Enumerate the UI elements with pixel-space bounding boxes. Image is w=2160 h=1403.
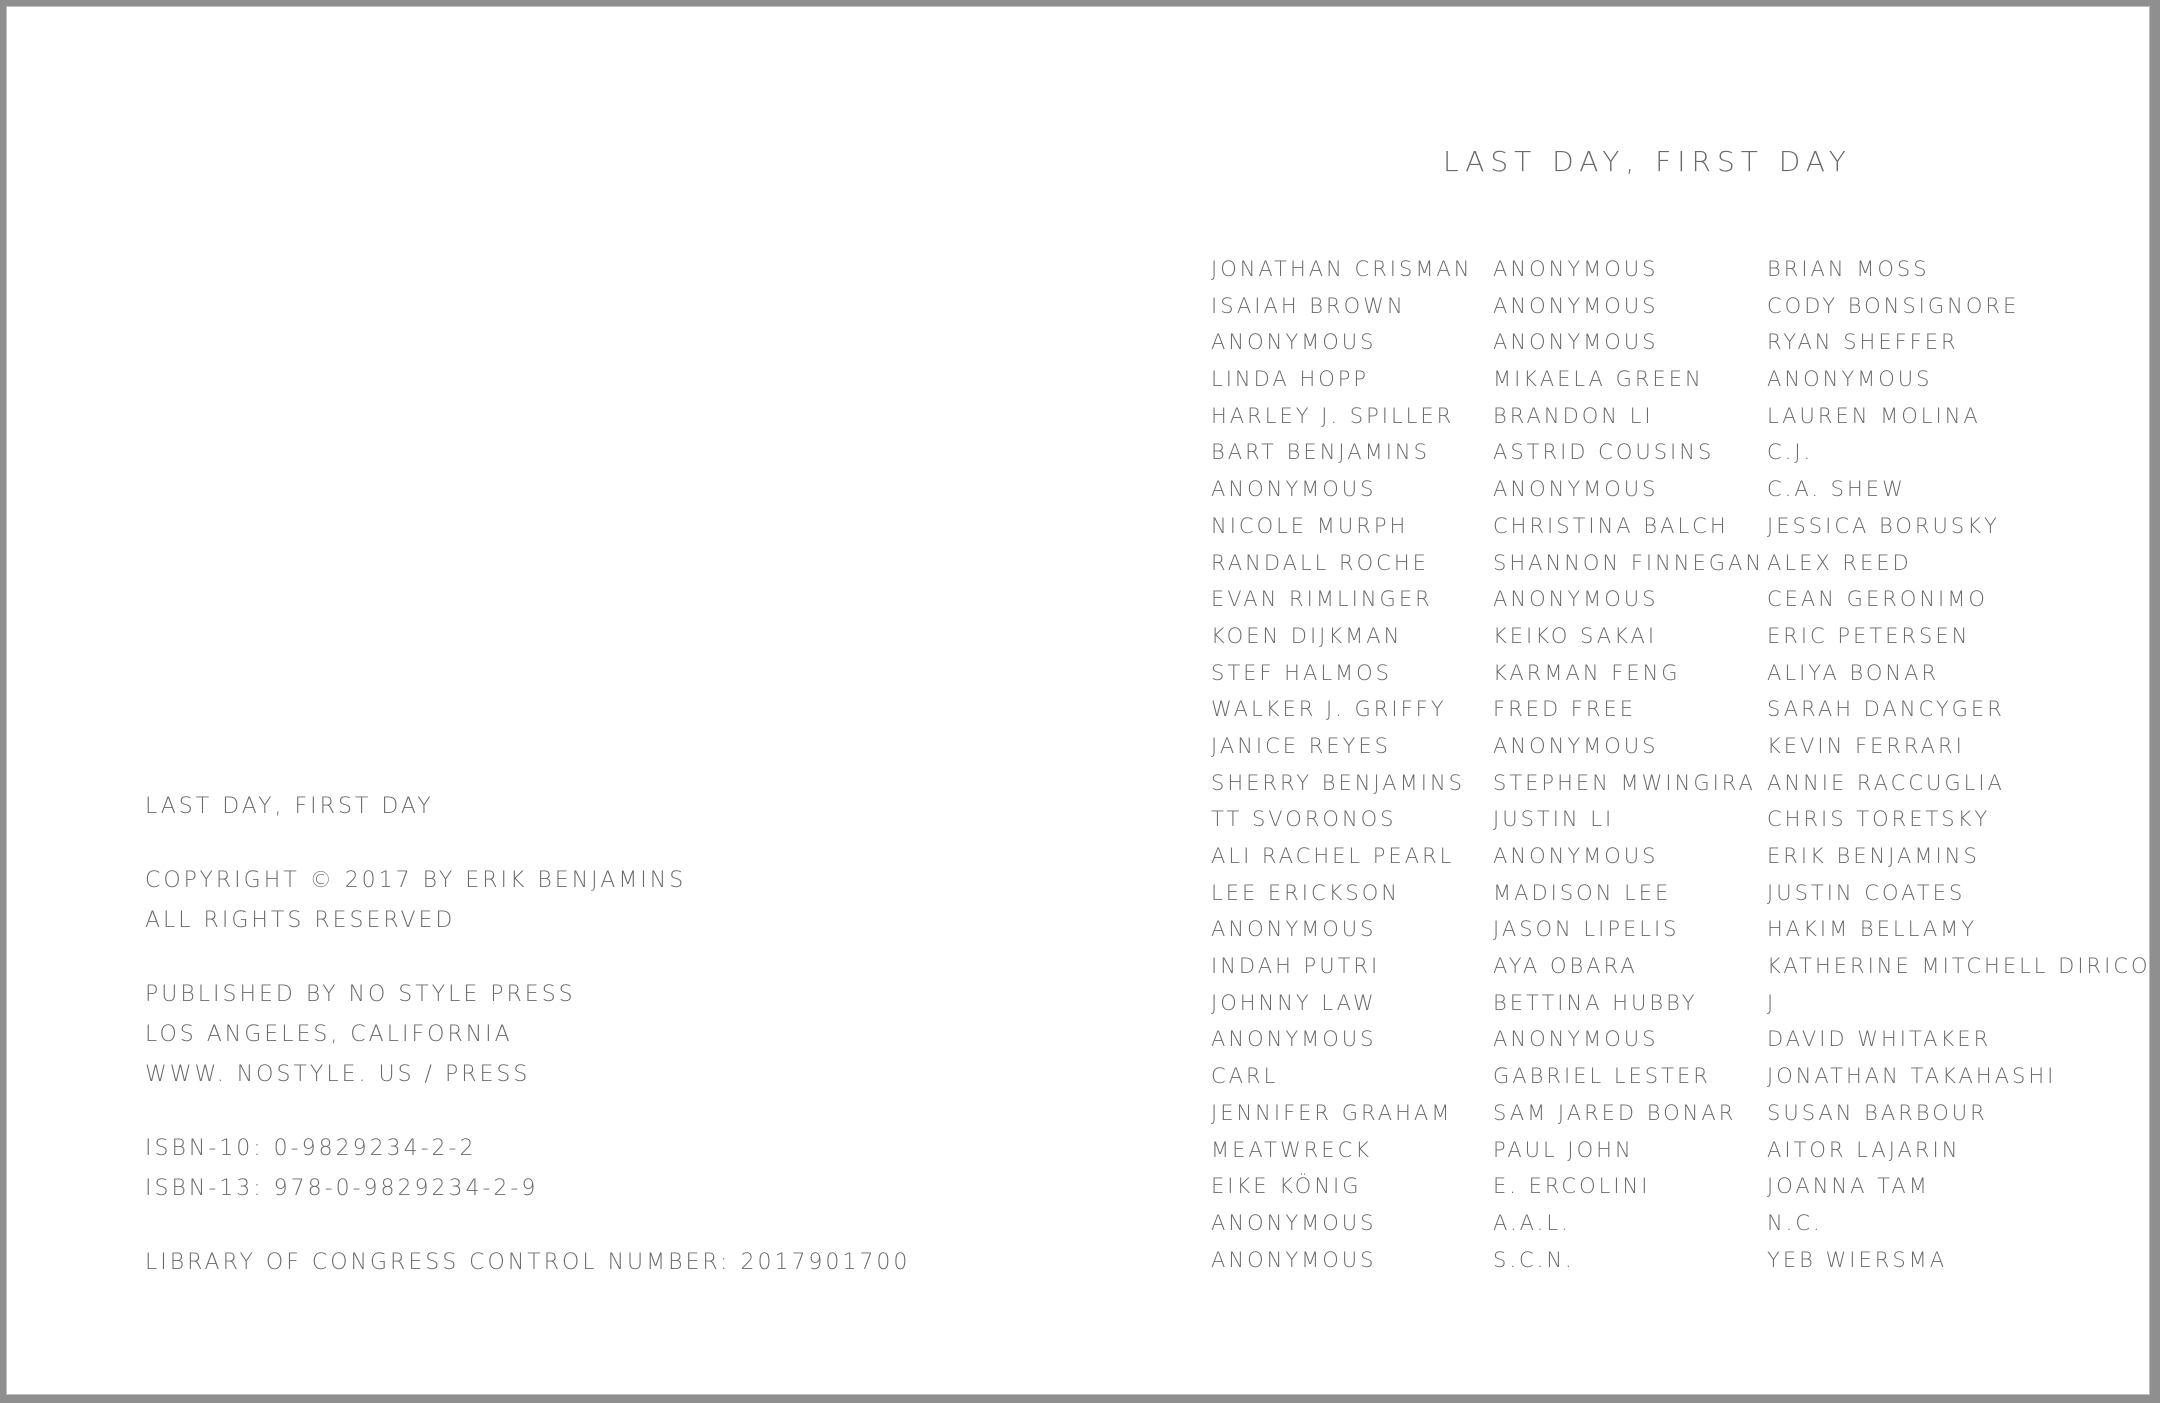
contributor-name: CHRIS TORETSKY [1767,807,1991,832]
location-line: LOS ANGELES, CALIFORNIA [145,1022,513,1047]
contributor-name: ANNIE RACCUGLIA [1767,770,2005,795]
contributor-name: ANONYMOUS [1211,1210,1377,1235]
contributor-name: ISAIAH BROWN [1211,293,1406,318]
contributor-name: FRED FREE [1493,697,1636,722]
contributor-name: AITOR LAJARIN [1767,1137,1961,1162]
isbn13-line: ISBN-13: 978-0-9829234-2-9 [145,1176,539,1201]
contributor-name: N.C. [1767,1210,1823,1235]
contributor-name: JASON LIPELIS [1493,917,1680,942]
contributor-name: DAVID WHITAKER [1767,1027,1992,1052]
contributor-name: YEB WIERSMA [1767,1247,1948,1272]
contributor-name: JENNIFER GRAHAM [1211,1100,1453,1125]
contributor-name: ANONYMOUS [1493,844,1659,868]
contributor-name: KOEN DIJKMAN [1211,623,1403,648]
contributor-name: CODY BONSIGNORE [1767,293,2020,318]
website-line: WWW. NOSTYLE. US / PRESS [145,1062,531,1087]
contributor-name: BRANDON LI [1493,403,1654,428]
contributor-name: ANONYMOUS [1211,917,1377,942]
contributor-name: KEIKO SAKAI [1493,623,1658,648]
contributor-name: LINDA HOPP [1211,367,1370,392]
contributor-name: BETTINA HUBBY [1493,990,1698,1015]
contributor-name: CHRISTINA BALCH [1493,513,1729,538]
contributor-name: AYA OBARA [1493,954,1638,979]
contributor-name: SAM JARED BONAR [1493,1100,1737,1125]
contributor-name: C.A. SHEW [1767,477,1906,502]
contributor-name: ANONYMOUS [1493,1027,1659,1052]
contributor-name: ANONYMOUS [1211,477,1377,502]
contributor-name: KARMAN FENG [1493,660,1681,685]
contributor-name: A.A.L. [1493,1210,1571,1235]
contributor-name: RANDALL ROCHE [1211,550,1429,575]
publisher-line: PUBLISHED BY NO STYLE PRESS [145,982,576,1007]
contributor-name: HARLEY J. SPILLER [1211,403,1455,428]
contributor-name: SARAH DANCYGER [1767,697,2005,722]
contributor-name: ANONYMOUS [1493,733,1659,758]
colophon-title: LAST DAY, FIRST DAY [145,794,434,819]
contributor-name: SHERRY BENJAMINS [1211,770,1466,795]
book-spread [6,6,2150,1395]
contributor-name: ASTRID COUSINS [1493,440,1715,465]
contributor-name: JUSTIN COATES [1767,880,1966,905]
contributor-name: C.J. [1767,440,1814,465]
contributor-name: J [1767,990,1777,1015]
contributor-name: ALI RACHEL PEARL [1211,844,1455,868]
contributor-name: STEF HALMOS [1211,660,1393,685]
contributor-name: GABRIEL LESTER [1493,1064,1711,1089]
contributor-name: ANONYMOUS [1493,330,1659,355]
contributor-name: ANONYMOUS [1493,477,1659,502]
contributor-name: SUSAN BARBOUR [1767,1100,1988,1125]
contributor-name: EVAN RIMLINGER [1211,587,1433,612]
contributor-name: BART BENJAMINS [1211,440,1430,465]
contributor-name: HAKIM BELLAMY [1767,917,1978,942]
contributor-name: ERIC PETERSEN [1767,623,1971,648]
contributor-name: S.C.N. [1493,1247,1575,1272]
isbn10-line: ISBN-10: 0-9829234-2-2 [145,1136,477,1161]
contributor-name: JANICE REYES [1211,733,1391,758]
contributor-name: STEPHEN MWINGIRA [1493,770,1756,795]
copyright-line: COPYRIGHT © 2017 BY ERIK BENJAMINS [145,868,687,893]
contributor-name: SHANNON FINNEGAN [1493,550,1765,575]
contributor-name: ALIYA BONAR [1767,660,1940,685]
contributor-name: MEATWRECK [1211,1137,1373,1162]
names-column-2 [1493,251,1764,1278]
contributor-name: ANONYMOUS [1493,293,1659,318]
contributor-name: JUSTIN LI [1493,807,1615,832]
page-title: LAST DAY, FIRST DAY [1443,145,1852,178]
contributor-name: JONATHAN TAKAHASHI [1767,1064,2057,1089]
contributor-name: ALEX REED [1767,550,1912,575]
contributor-name: ANONYMOUS [1493,257,1659,281]
contributor-name: JONATHAN CRISMAN [1211,257,1473,281]
contributor-name: ERIK BENJAMINS [1767,844,1980,868]
contributor-name: ANONYMOUS [1211,330,1377,355]
contributor-name: LEE ERICKSON [1211,880,1400,905]
contributor-name: INDAH PUTRI [1211,954,1381,979]
contributor-name: PAUL JOHN [1493,1137,1634,1162]
loc-control-number: LIBRARY OF CONGRESS CONTROL NUMBER: 2017901700 [145,1250,911,1275]
contributor-name: CEAN GERONIMO [1767,587,1988,612]
contributor-name: MADISON LEE [1493,880,1672,905]
contributor-name: RYAN SHEFFER [1767,330,1959,355]
contributor-name: TT SVORONOS [1211,807,1397,832]
contributor-name: WALKER J. GRIFFY [1211,697,1447,722]
names-column-3 [1767,251,2151,1278]
contributor-name: ANONYMOUS [1493,587,1659,612]
contributor-name: LAUREN MOLINA [1767,403,1981,428]
contributor-name: NICOLE MURPH [1211,513,1409,538]
contributor-name: JOANNA TAM [1767,1174,1930,1199]
colophon [145,787,910,1283]
contributor-name: MIKAELA GREEN [1493,367,1704,392]
contributor-name: CARL [1211,1064,1279,1089]
contributor-name: BRIAN MOSS [1767,257,1930,281]
contributor-name: JESSICA BORUSKY [1767,513,2000,538]
contributor-name: ANONYMOUS [1211,1027,1377,1052]
names-column-1 [1211,251,1473,1278]
contributor-name: KATHERINE MITCHELL DIRICO [1767,954,2151,979]
contributor-name: KEVIN FERRARI [1767,733,1965,758]
contributor-name: JOHNNY LAW [1211,990,1377,1015]
contributor-name: ANONYMOUS [1767,367,1933,392]
contributor-name: E. ERCOLINI [1493,1174,1651,1199]
contributor-name: EIKE KÖNIG [1211,1174,1362,1199]
rights-line: ALL RIGHTS RESERVED [145,908,456,933]
contributor-name: ANONYMOUS [1211,1247,1377,1272]
